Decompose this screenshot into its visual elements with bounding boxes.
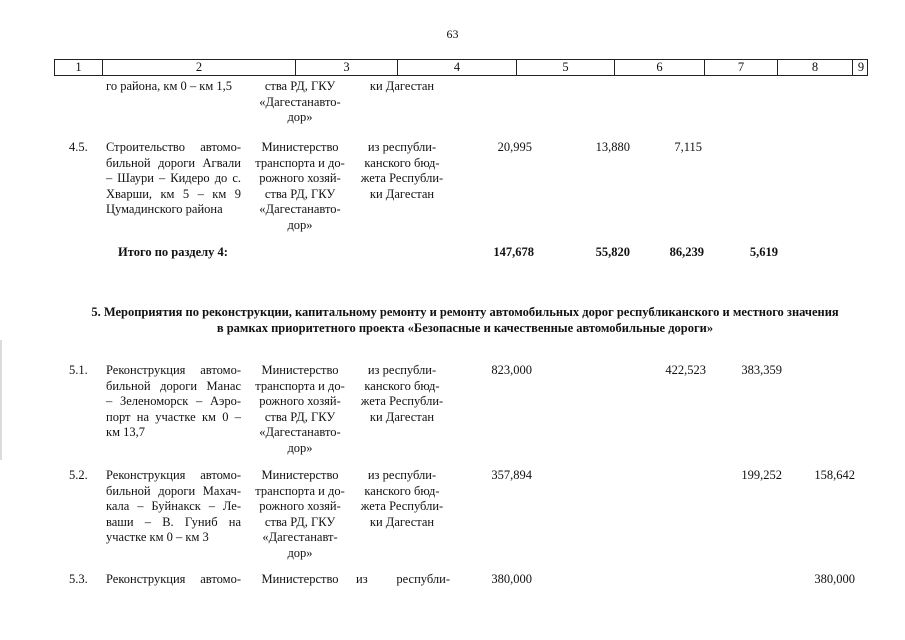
row-5-1-name: Реконструкция автомо- бильной дороги Манас – Зеленоморск – Аэро- порт на участке км 0 – км 13,7 bbox=[106, 363, 241, 439]
row-5-2-col5: 357,894 bbox=[491, 468, 532, 482]
row-4-5-col7: 7,115 bbox=[674, 140, 702, 154]
row-5-1-number: 5.1. bbox=[69, 363, 88, 377]
row-5-2-source: из республи- канского бюд- жета Республи- ки Дагестан bbox=[360, 468, 444, 529]
row-5-3-col9: 380,000 bbox=[814, 572, 855, 586]
row-5-1-agency: Министерство транспорта и до- рожного хозяй- ства РД, ГКУ «Дагестанавто- дор» bbox=[255, 363, 345, 455]
row-5-3-name: Реконструкция автомо- bbox=[106, 572, 241, 586]
continued-agency: ства РД, ГКУ «Дагестанавто- дор» bbox=[259, 79, 341, 124]
row-5-3-agency: Министерство bbox=[261, 572, 339, 586]
section-5-title: 5. Мероприятия по реконструкции, капитальному ремонту и ремонту автомобильных дорог республиканского и местного значения в рамках приоритетного проекта «Безопасные и качественные автомобильные дороги» bbox=[91, 305, 839, 335]
header-col-5: 5 bbox=[517, 60, 615, 75]
row-4-5-source: из республи- канского бюд- жета Республи- ки Дагестан bbox=[360, 140, 444, 201]
row-5-3-number: 5.3. bbox=[69, 572, 88, 586]
row-5-1-col8: 383,359 bbox=[741, 363, 782, 377]
total-4-label: Итого по разделу 4: bbox=[118, 245, 228, 259]
row-4-5-name: Строительство автомо- бильной дороги Агвали – Шаури – Кидеро до с. Хварши, км 5 – км 9 Цумадинского района bbox=[106, 140, 241, 216]
row-5-2-col9: 158,642 bbox=[814, 468, 855, 482]
row-5-2-col8: 199,252 bbox=[741, 468, 782, 482]
row-5-3-source: из республи- bbox=[356, 572, 450, 586]
row-5-2-name: Реконструкция автомо- бильной дороги Махач- кала – Буйнакск – Ле- ваши – В. Гуниб на участке км 0 – км 3 bbox=[106, 468, 241, 544]
row-5-2-number: 5.2. bbox=[69, 468, 88, 482]
continued-name: го района, км 0 – км 1,5 bbox=[106, 79, 233, 93]
header-col-7: 7 bbox=[705, 60, 778, 75]
header-col-2: 2 bbox=[103, 60, 296, 75]
row-5-1-col7: 422,523 bbox=[665, 363, 706, 377]
row-4-5-col6: 13,880 bbox=[595, 140, 630, 154]
row-5-3-col5: 380,000 bbox=[491, 572, 532, 586]
header-col-6: 6 bbox=[615, 60, 705, 75]
total-4-col8: 5,619 bbox=[749, 245, 778, 259]
header-col-9: 9 bbox=[857, 60, 865, 74]
header-col-8: 8 bbox=[778, 60, 853, 75]
table-header bbox=[54, 59, 868, 76]
row-4-5-number: 4.5. bbox=[69, 140, 88, 154]
row-5-2-agency: Министерство транспорта и до- рожного хозяй- ства РД, ГКУ «Дагестанавт- дор» bbox=[255, 468, 345, 560]
total-4-col7: 86,239 bbox=[669, 245, 704, 259]
continued-source: ки Дагестан bbox=[369, 79, 435, 93]
row-4-5-col5: 20,995 bbox=[497, 140, 532, 154]
header-col-3: 3 bbox=[296, 60, 398, 75]
header-col-1: 1 bbox=[55, 60, 103, 75]
row-5-1-source: из республи- канского бюд- жета Республи- ки Дагестан bbox=[360, 363, 444, 424]
row-5-1-col5: 823,000 bbox=[491, 363, 532, 377]
row-4-5-agency: Министерство транспорта и до- рожного хозяй- ства РД, ГКУ «Дагестанавто- дор» bbox=[255, 140, 345, 232]
page-number: 63 bbox=[446, 27, 459, 41]
total-4-col6: 55,820 bbox=[595, 245, 630, 259]
header-col-4: 4 bbox=[398, 60, 517, 75]
scan-margin-mark bbox=[0, 340, 2, 460]
total-4-col5: 147,678 bbox=[493, 245, 534, 259]
